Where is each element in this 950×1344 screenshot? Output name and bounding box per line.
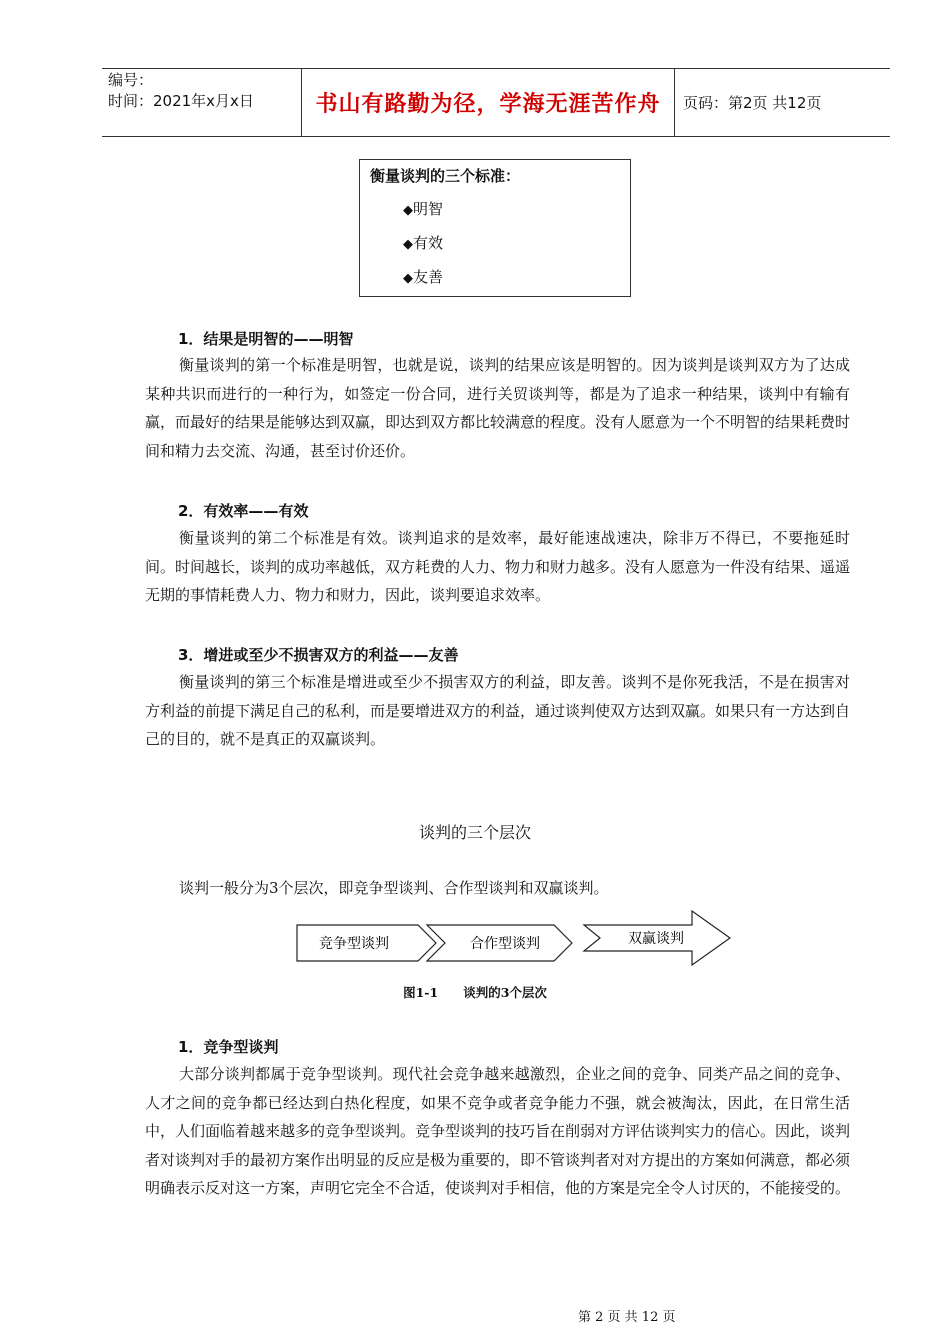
criteria-item: ◆明智 [403,200,444,218]
criteria-title: 衡量谈判的三个标准： [370,167,521,185]
page-footer: 第 2 页 共 12 页 [578,1310,676,1325]
header-time-label: 时间：2021年x月x日 [108,92,254,110]
level-label: 合作型谈判 [470,936,540,952]
section-paragraph: 衡量谈判的第一个标准是明智，也就是说，谈判的结果应该是明智的。因为谈判是谈判双方为了达成某种共识而进行的一种行为，如签定一份合同，进行关贸谈判等，都是为了追求一种结果，谈判中有输有赢，而最好的结果是能够达到双赢，即达到双方都比较满意的程度。没有人愿意为一个不明智的结果耗费时间和精力去交流、沟通，甚至讨价还价。 [145,356,851,460]
section-heading: 1．竞争型谈判 [178,1038,279,1056]
section-paragraph: 衡量谈判的第二个标准是有效。谈判追求的是效率，最好能速战速决，除非万不得已，不要拖延时间。时间越长，谈判的成功率越低，双方耗费的人力、物力和财力越多。没有人愿意为一件没有结果、遥遥无期的事情耗费人力、物力和财力，因此，谈判要追求效率。 [145,529,851,605]
diamond-bullet-icon: ◆ [403,237,413,252]
section-paragraph: 衡量谈判的第三个标准是增进或至少不损害双方的利益，即友善。谈判不是你死我活，不是在损害对方利益的前提下满足自己的私利，而是要增进双方的利益，通过谈判使双方达到双赢。如果只有一方达到自己的目的，就不是真正的双赢谈判。 [145,673,851,749]
level-label: 双赢谈判 [628,931,684,947]
criteria-item: ◆有效 [403,234,444,252]
section-heading: 2．有效率——有效 [178,502,309,520]
header-divider-right [674,68,675,137]
levels-title: 谈判的三个层次 [418,823,531,842]
level-label: 竞争型谈判 [319,936,389,952]
diamond-bullet-icon: ◆ [403,203,413,218]
section-heading: 1．结果是明智的——明智 [178,330,354,348]
header-number-label: 编号： [108,71,154,89]
levels-intro: 谈判一般分为3个层次，即竞争型谈判、合作型谈判和双赢谈判。 [179,879,609,897]
diamond-bullet-icon: ◆ [403,271,413,286]
section-heading: 3．增进或至少不损害双方的利益——友善 [178,646,459,664]
figure-caption: 图1-1 谈判的3个层次 [403,985,547,1000]
header-motto: 书山有路勤为径，学海无涯苦作舟 [315,92,661,117]
header-meta [108,70,254,112]
section-paragraph: 大部分谈判都属于竞争型谈判。现代社会竞争越来越激烈，企业之间的竞争、同类产品之间的竞争、人才之间的竞争都已经达到白热化程度，如果不竞争或者竞争能力不强，就会被淘汰，因此，在日常生活中，人们面临着越来越多的竞争型谈判。竞争型谈判的技巧旨在削弱对方评估谈判实力的信心。因此，谈判者对谈判对手的最初方案作出明显的反应是极为重要的，即不管谈判者对对方提出的方案如何满意，都必须明确表示反对这一方案，声明它完全不合适，使谈判对手相信，他的方案是完全令人讨厌的，不能接受的。 [145,1065,851,1198]
levels-diagram [290,905,740,975]
criteria-box [359,159,631,297]
criteria-item: ◆友善 [403,268,444,286]
header-page-info: 页码：第2页 共12页 [683,94,822,112]
